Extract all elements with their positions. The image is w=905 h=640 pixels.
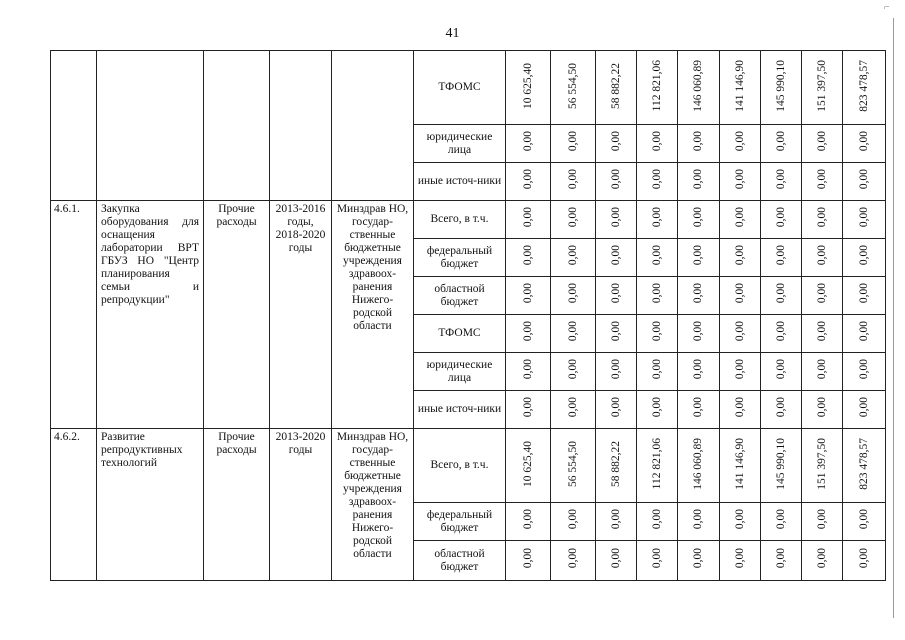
amount-value: 56 554,50: [566, 62, 579, 109]
amount-value: 0,00: [692, 397, 704, 418]
cell-amount: [637, 429, 678, 503]
cell-amount: [506, 277, 551, 315]
cell-funding-source: ТФОМС: [414, 51, 506, 125]
amount-value: 0,00: [857, 245, 870, 266]
amount-value: 112 821,06: [650, 437, 663, 490]
amount-value: 0,00: [857, 397, 870, 418]
cell-amount: [802, 541, 843, 581]
cell-amount: [506, 429, 551, 503]
amount-value: 0,00: [815, 207, 828, 228]
amount-value: 0,00: [566, 321, 579, 342]
cell-amount: [720, 429, 761, 503]
cell-amount: [637, 391, 678, 429]
cell-funding-source: иные источ-ники: [414, 391, 506, 429]
cell-amount: [637, 239, 678, 277]
amount-value: 0,00: [521, 169, 534, 190]
amount-value: 0,00: [815, 548, 828, 569]
cell-amount: [551, 429, 596, 503]
amount-value: 0,00: [815, 359, 828, 380]
amount-value: 10 625,40: [521, 440, 534, 487]
cell-amount: [678, 391, 720, 429]
cell-amount: [678, 503, 720, 541]
cell-amount: [802, 429, 843, 503]
amount-value: 0,00: [815, 169, 828, 190]
amount-value: 0,00: [815, 283, 828, 304]
cell-amount: [843, 125, 886, 163]
amount-value: 0,00: [815, 321, 828, 342]
cell-amount: [678, 353, 720, 391]
cell-amount: [802, 277, 843, 315]
cell-amount: [761, 201, 802, 239]
amount-value: 145 990,10: [774, 59, 787, 112]
cell-amount: [843, 353, 886, 391]
cell-funding-source: юридические лица: [414, 353, 506, 391]
cell-amount: [678, 201, 720, 239]
cell-name: Закупка оборудования для оснащения лаборатории ВРТ ГБУЗ НО "Центр планирования семьи и репродукции": [97, 201, 204, 429]
amount-value: 0,00: [521, 321, 534, 342]
cell-amount: [802, 391, 843, 429]
cell-amount: [761, 239, 802, 277]
amount-value: 0,00: [692, 207, 704, 228]
cell-amount: [720, 503, 761, 541]
amount-value: 0,00: [857, 283, 870, 304]
cell-amount: [678, 163, 720, 201]
table-row: [51, 51, 886, 125]
amount-value: 0,00: [566, 245, 579, 266]
cell-amount: [761, 277, 802, 315]
amount-value: 0,00: [692, 283, 704, 304]
cell-amount: [720, 315, 761, 353]
amount-value: 0,00: [609, 207, 622, 228]
cell-amount: [551, 503, 596, 541]
amount-value: 0,00: [774, 359, 787, 380]
cell-amount: [506, 541, 551, 581]
amount-value: 0,00: [733, 169, 746, 190]
amount-value: 0,00: [857, 359, 870, 380]
cell-amount: [843, 503, 886, 541]
amount-value: 0,00: [692, 359, 704, 380]
cell-funding-source: юридические лица: [414, 125, 506, 163]
amount-value: 151 397,50: [815, 59, 828, 112]
cell-amount: [506, 391, 551, 429]
amount-value: 0,00: [774, 283, 787, 304]
cell-amount: [551, 391, 596, 429]
cell-funding-source: федеральный бюджет: [414, 239, 506, 277]
cell-amount: [761, 353, 802, 391]
amount-value: 0,00: [815, 131, 828, 152]
cell-amount: [596, 125, 637, 163]
amount-value: 0,00: [733, 509, 746, 530]
cell-amount: [637, 353, 678, 391]
amount-value: 0,00: [609, 548, 622, 569]
amount-value: 141 146,90: [733, 59, 746, 112]
cell-amount: [761, 51, 802, 125]
amount-value: 146 060,89: [692, 59, 704, 112]
page-edge-line: [893, 18, 894, 618]
amount-value: 0,00: [521, 245, 534, 266]
cell-amount: [678, 239, 720, 277]
cell-executor: [332, 51, 414, 201]
cell-period: 2013-2020 годы: [270, 429, 332, 581]
cell-amount: [637, 51, 678, 125]
cell-funding-source: ТФОМС: [414, 315, 506, 353]
amount-value: 0,00: [609, 245, 622, 266]
amount-value: 0,00: [566, 283, 579, 304]
cell-amount: [637, 315, 678, 353]
cell-amount: [720, 125, 761, 163]
cell-amount: [506, 201, 551, 239]
amount-value: 0,00: [609, 321, 622, 342]
cell-amount: [720, 541, 761, 581]
cell-amount: [637, 163, 678, 201]
cell-amount: [802, 353, 843, 391]
amount-value: 0,00: [733, 283, 746, 304]
cell-amount: [802, 163, 843, 201]
cell-code: 4.6.1.: [51, 201, 97, 429]
cell-executor: Минздрав НО, государ-ственные бюджетные учреждения здравоох-ранения Нижего-родской области: [332, 429, 414, 581]
amount-value: 0,00: [609, 283, 622, 304]
amount-value: 0,00: [521, 283, 534, 304]
cell-amount: [843, 429, 886, 503]
amount-value: 0,00: [650, 548, 663, 569]
cell-expense-type: Прочие расходы: [204, 201, 270, 429]
amount-value: 0,00: [733, 397, 746, 418]
amount-value: 0,00: [650, 131, 663, 152]
amount-value: 0,00: [566, 169, 579, 190]
amount-value: 0,00: [521, 359, 534, 380]
cell-amount: [843, 391, 886, 429]
cell-amount: [843, 541, 886, 581]
cell-amount: [678, 315, 720, 353]
amount-value: 0,00: [650, 169, 663, 190]
amount-value: 0,00: [857, 207, 870, 228]
cell-amount: [506, 51, 551, 125]
cell-amount: [761, 315, 802, 353]
cell-amount: [506, 503, 551, 541]
amount-value: 0,00: [815, 509, 828, 530]
amount-value: 0,00: [521, 207, 534, 228]
cell-amount: [720, 239, 761, 277]
amount-value: 0,00: [609, 509, 622, 530]
cell-amount: [551, 353, 596, 391]
cell-amount: [761, 163, 802, 201]
amount-value: 0,00: [650, 283, 663, 304]
amount-value: 0,00: [650, 321, 663, 342]
cell-amount: [551, 239, 596, 277]
amount-value: 0,00: [857, 548, 870, 569]
amount-value: 0,00: [566, 509, 579, 530]
cell-amount: [551, 125, 596, 163]
cell-funding-source: иные источ-ники: [414, 163, 506, 201]
amount-value: 0,00: [521, 131, 534, 152]
amount-value: 0,00: [650, 245, 663, 266]
amount-value: 145 990,10: [774, 437, 787, 490]
cell-amount: [596, 503, 637, 541]
amount-value: 0,00: [692, 169, 704, 190]
amount-value: 0,00: [692, 548, 704, 569]
cell-amount: [637, 503, 678, 541]
amount-value: 823 478,57: [857, 437, 870, 490]
amount-value: 0,00: [774, 169, 787, 190]
amount-value: 0,00: [815, 397, 828, 418]
cell-amount: [596, 315, 637, 353]
cell-amount: [596, 277, 637, 315]
cell-funding-source: областной бюджет: [414, 277, 506, 315]
amount-value: 0,00: [774, 548, 787, 569]
cell-amount: [720, 51, 761, 125]
cell-name: Развитие репродуктивных технологий: [97, 429, 204, 581]
cell-amount: [637, 541, 678, 581]
amount-value: 0,00: [650, 359, 663, 380]
amount-value: 0,00: [774, 207, 787, 228]
corner-mark: ⌐: [884, 2, 890, 13]
amount-value: 141 146,90: [733, 437, 746, 490]
amount-value: 0,00: [733, 245, 746, 266]
amount-value: 0,00: [650, 509, 663, 530]
cell-amount: [720, 353, 761, 391]
amount-value: 0,00: [609, 397, 622, 418]
cell-name: [97, 51, 204, 201]
cell-amount: [761, 541, 802, 581]
cell-amount: [761, 125, 802, 163]
cell-amount: [802, 125, 843, 163]
amount-value: 0,00: [609, 131, 622, 152]
cell-amount: [678, 51, 720, 125]
amount-value: 0,00: [609, 359, 622, 380]
cell-amount: [802, 315, 843, 353]
cell-amount: [802, 201, 843, 239]
budget-table: [50, 50, 886, 581]
amount-value: 0,00: [521, 397, 534, 418]
cell-amount: [506, 163, 551, 201]
amount-value: 0,00: [692, 321, 704, 342]
cell-amount: [551, 541, 596, 581]
cell-amount: [637, 125, 678, 163]
amount-value: 58 882,22: [609, 62, 622, 109]
amount-value: 0,00: [857, 509, 870, 530]
cell-amount: [761, 391, 802, 429]
cell-amount: [720, 391, 761, 429]
cell-amount: [678, 429, 720, 503]
amount-value: 0,00: [857, 169, 870, 190]
table-row: [51, 429, 886, 503]
cell-period: [270, 51, 332, 201]
amount-value: 0,00: [566, 397, 579, 418]
amount-value: 0,00: [857, 131, 870, 152]
amount-value: 0,00: [733, 207, 746, 228]
cell-amount: [506, 125, 551, 163]
cell-amount: [802, 503, 843, 541]
amount-value: 0,00: [815, 245, 828, 266]
cell-amount: [596, 429, 637, 503]
amount-value: 0,00: [566, 131, 579, 152]
amount-value: 0,00: [733, 359, 746, 380]
cell-funding-source: федеральный бюджет: [414, 503, 506, 541]
amount-value: 0,00: [774, 131, 787, 152]
cell-code: [51, 51, 97, 201]
cell-amount: [678, 541, 720, 581]
amount-value: 0,00: [692, 131, 704, 152]
cell-amount: [596, 163, 637, 201]
amount-value: 0,00: [692, 245, 704, 266]
cell-amount: [551, 201, 596, 239]
cell-expense-type: [204, 51, 270, 201]
amount-value: 0,00: [733, 321, 746, 342]
cell-amount: [596, 201, 637, 239]
cell-amount: [843, 163, 886, 201]
amount-value: 0,00: [774, 321, 787, 342]
cell-amount: [720, 277, 761, 315]
cell-executor: Минздрав НО, государ-ственные бюджетные учреждения здравоох-ранения Нижего-родской области: [332, 201, 414, 429]
cell-funding-source: Всего, в т.ч.: [414, 429, 506, 503]
amount-value: 146 060,89: [692, 437, 704, 490]
cell-amount: [596, 541, 637, 581]
amount-value: 0,00: [650, 207, 663, 228]
amount-value: 0,00: [733, 131, 746, 152]
amount-value: 0,00: [774, 245, 787, 266]
cell-amount: [802, 51, 843, 125]
amount-value: 56 554,50: [566, 440, 579, 487]
cell-amount: [843, 201, 886, 239]
amount-value: 0,00: [609, 169, 622, 190]
amount-value: 0,00: [774, 509, 787, 530]
cell-amount: [596, 353, 637, 391]
cell-amount: [802, 239, 843, 277]
cell-amount: [761, 503, 802, 541]
cell-amount: [596, 239, 637, 277]
cell-amount: [506, 353, 551, 391]
amount-value: 10 625,40: [521, 62, 534, 109]
cell-amount: [637, 201, 678, 239]
table-row: [51, 201, 886, 239]
amount-value: 823 478,57: [857, 59, 870, 112]
amount-value: 0,00: [566, 548, 579, 569]
amount-value: 0,00: [692, 509, 704, 530]
cell-amount: [596, 51, 637, 125]
cell-amount: [551, 51, 596, 125]
cell-amount: [761, 429, 802, 503]
cell-amount: [843, 51, 886, 125]
amount-value: 0,00: [733, 548, 746, 569]
amount-value: 112 821,06: [650, 59, 663, 112]
amount-value: 0,00: [521, 509, 534, 530]
cell-code: 4.6.2.: [51, 429, 97, 581]
cell-amount: [843, 239, 886, 277]
cell-amount: [551, 277, 596, 315]
page-number: 41: [445, 26, 460, 41]
amount-value: 0,00: [566, 207, 579, 228]
cell-amount: [551, 315, 596, 353]
cell-funding-source: Всего, в т.ч.: [414, 201, 506, 239]
cell-amount: [506, 315, 551, 353]
cell-amount: [843, 277, 886, 315]
amount-value: 58 882,22: [609, 440, 622, 487]
cell-funding-source: областной бюджет: [414, 541, 506, 581]
amount-value: 0,00: [857, 321, 870, 342]
cell-amount: [637, 277, 678, 315]
cell-amount: [678, 277, 720, 315]
cell-amount: [720, 163, 761, 201]
amount-value: 0,00: [521, 548, 534, 569]
cell-expense-type: Прочие расходы: [204, 429, 270, 581]
amount-value: 151 397,50: [815, 437, 828, 490]
cell-amount: [596, 391, 637, 429]
cell-period: 2013-2016 годы, 2018-2020 годы: [270, 201, 332, 429]
cell-amount: [551, 163, 596, 201]
amount-value: 0,00: [774, 397, 787, 418]
amount-value: 0,00: [650, 397, 663, 418]
cell-amount: [506, 239, 551, 277]
cell-amount: [843, 315, 886, 353]
cell-amount: [720, 201, 761, 239]
amount-value: 0,00: [566, 359, 579, 380]
cell-amount: [678, 125, 720, 163]
